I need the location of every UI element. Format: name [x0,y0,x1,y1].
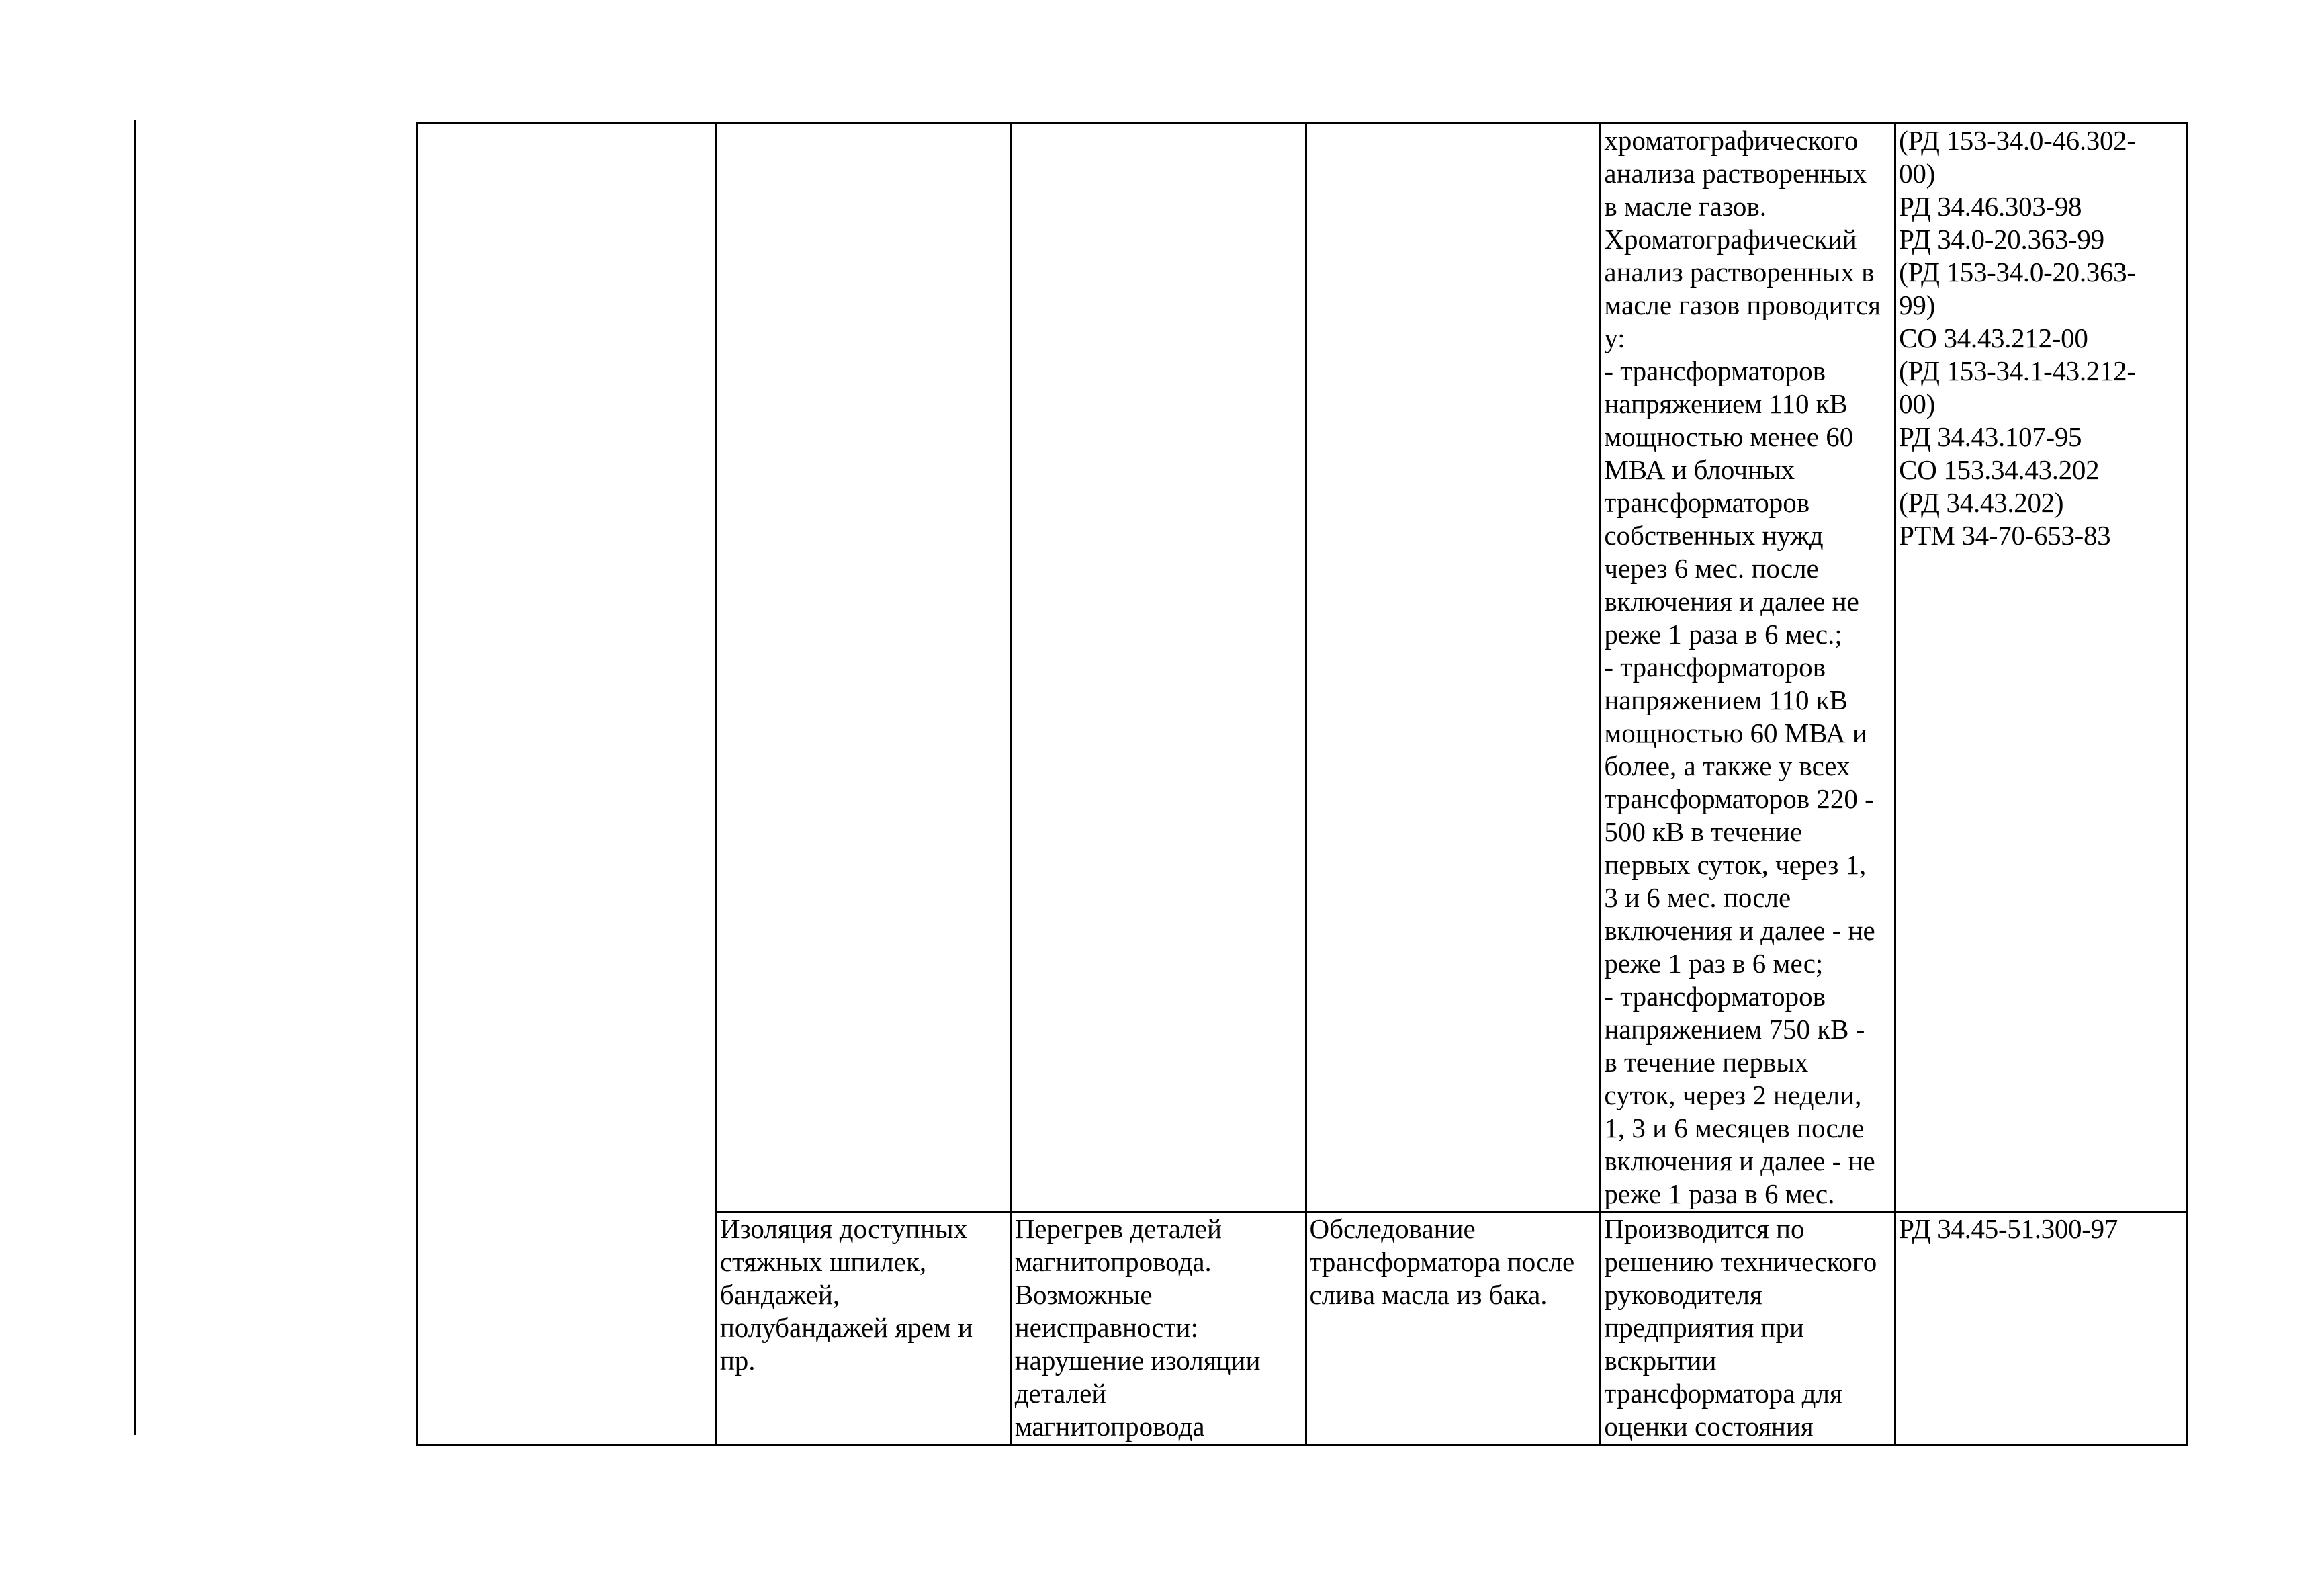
method-cell: Обследование трансформатора после слива масла из бака. [1306,1212,1601,1446]
inspection-table [416,122,2188,1446]
periodicity-cell: хроматографического анализа растворенных в масле газов. Хроматографический анализ растворенных в масле газов проводится у: - трансформаторов напряжением 110 кВ мощностью менее 60 МВА и блочных трансформаторов собственных нужд через 6 мес. после включения и далее не реже 1 раза в 6 мес.; - трансформаторов напряжением 110 кВ мощностью 60 МВА и более, а также у всех трансформаторов 220 - 500 кВ в течение первых суток, через 1, 3 и 6 мес. после включения и далее - не реже 1 раз в 6 мес; - трансформаторов напряжением 750 кВ - в течение первых суток, через 2 недели, 1, 3 и 6 месяцев после включения и далее - не реже 1 раза в 6 мес. [1601,124,1895,1212]
periodicity-cell: Производится по решению технического руководителя предприятия при вскрытии трансформатора для оценки состояния [1601,1212,1895,1446]
element-cell [716,124,1011,1212]
standards-cell: (РД 153-34.0-46.302- 00) РД 34.46.303-98 РД 34.0-20.363-99 (РД 153-34.0-20.363- 99) СО 34.43.212-00 (РД 153-34.1-43.212- 00) РД 34.43.107-95 СО 153.34.43.202 (РД 34.43.202) РТМ 34-70-653-83 [1895,124,2188,1212]
defect-cell: Перегрев деталей магнитопровода. Возможные неисправности: нарушение изоляции деталей магнитопровода [1011,1212,1306,1446]
object-cell [418,124,717,1446]
element-cell: Изоляция доступных стяжных шпилек, бандажей, полубандажей ярем и пр. [716,1212,1011,1446]
method-cell [1306,124,1601,1212]
table-row [418,124,2188,1212]
left-margin-line [134,120,136,1435]
standards-cell: РД 34.45-51.300-97 [1895,1212,2188,1446]
defect-cell [1011,124,1306,1212]
